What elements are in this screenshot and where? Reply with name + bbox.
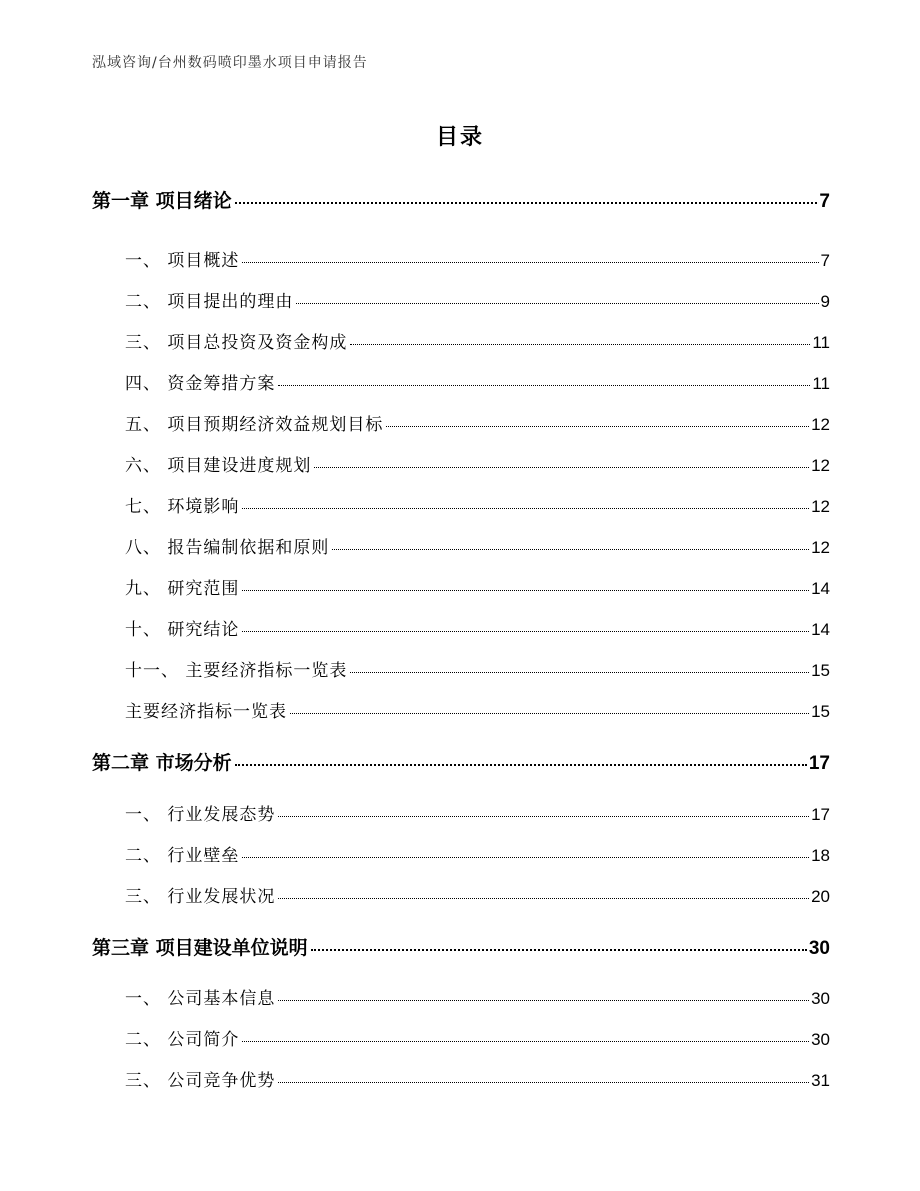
toc-entry-label: 三、 公司竞争优势	[125, 1071, 276, 1091]
toc-entry-page-number: 30	[811, 1030, 830, 1049]
toc-dot-leader	[332, 549, 809, 550]
toc-section-entry[interactable]	[125, 410, 830, 435]
toc-entry-page-number: 20	[811, 887, 830, 906]
toc-dot-leader	[311, 949, 807, 951]
toc-entry-label: 主要经济指标一览表	[125, 702, 287, 722]
toc-dot-leader	[242, 508, 809, 509]
toc-section-entry[interactable]	[125, 697, 830, 722]
toc-entry-label: 七、 环境影响	[125, 497, 240, 517]
toc-entry-page-number: 11	[812, 333, 830, 352]
toc-entry-page-number: 31	[811, 1071, 830, 1090]
toc-dot-leader	[278, 816, 809, 817]
toc-entry-page-number: 18	[811, 846, 830, 865]
toc-dot-leader	[278, 898, 809, 899]
toc-entry-page-number: 12	[811, 497, 830, 516]
page-header: 泓域咨询/台州数码喷印墨水项目申请报告	[92, 55, 368, 71]
toc-dot-leader	[278, 1082, 809, 1083]
toc-section-entry[interactable]	[125, 492, 830, 517]
toc-entry-label: 八、 报告编制依据和原则	[125, 538, 330, 558]
toc-entry-label: 一、 行业发展态势	[125, 805, 276, 825]
toc-dot-leader	[296, 303, 818, 304]
toc-entry-page-number: 17	[811, 805, 830, 824]
toc-section-entry[interactable]	[125, 369, 830, 394]
toc-entry-label: 第一章 项目绪论	[92, 190, 232, 212]
toc-dot-leader	[278, 385, 810, 386]
toc-entry-label: 十一、 主要经济指标一览表	[125, 661, 348, 681]
toc-title: 目录	[435, 125, 484, 150]
toc-dot-leader	[314, 467, 809, 468]
toc-entry-label: 第三章 项目建设单位说明	[92, 937, 308, 959]
toc-entry-page-number: 30	[808, 938, 830, 959]
toc-chapter-entry[interactable]	[92, 748, 830, 775]
toc-dot-leader	[350, 672, 809, 673]
toc-dot-leader	[242, 262, 818, 263]
toc-entry-page-number: 14	[811, 620, 830, 639]
toc-dot-leader	[278, 1000, 809, 1001]
toc-section-entry[interactable]	[125, 984, 830, 1009]
toc-entry-label: 四、 资金筹措方案	[125, 374, 276, 394]
toc-section-entry[interactable]	[125, 841, 830, 866]
toc-entry-label: 二、 公司简介	[125, 1030, 240, 1050]
toc-section-entry[interactable]	[125, 1025, 830, 1050]
toc-section-entry[interactable]	[125, 287, 830, 312]
toc-section-entry[interactable]	[125, 246, 830, 271]
toc-entry-page-number: 7	[819, 191, 830, 212]
toc-dot-leader	[235, 764, 807, 766]
toc-entry-label: 二、 项目提出的理由	[125, 292, 294, 312]
toc-dot-leader	[386, 426, 809, 427]
toc-entry-label: 三、 项目总投资及资金构成	[125, 333, 348, 353]
toc-entry-page-number: 11	[812, 374, 830, 393]
toc-entry-page-number: 7	[820, 251, 830, 270]
toc-entry-label: 六、 项目建设进度规划	[125, 456, 312, 476]
toc-dot-leader	[242, 1041, 809, 1042]
toc-entry-label: 二、 行业壁垒	[125, 846, 240, 866]
toc-entry-page-number: 17	[808, 753, 830, 774]
toc-entry-page-number: 14	[811, 579, 830, 598]
toc-entry-page-number: 12	[811, 415, 830, 434]
toc-section-entry[interactable]	[125, 574, 830, 599]
toc-entry-page-number: 15	[811, 661, 830, 680]
toc-dot-leader	[235, 202, 818, 204]
toc-entry-page-number: 12	[811, 538, 830, 557]
toc-dot-leader	[242, 857, 809, 858]
toc-entry-label: 一、 项目概述	[125, 251, 240, 271]
toc-dot-leader	[242, 631, 809, 632]
toc-entry-page-number: 15	[811, 702, 830, 721]
toc-dot-leader	[350, 344, 810, 345]
toc-section-entry[interactable]	[125, 800, 830, 825]
toc-section-entry[interactable]	[125, 656, 830, 681]
toc-entry-label: 十、 研究结论	[125, 620, 240, 640]
toc-dot-leader	[242, 590, 809, 591]
toc-section-entry[interactable]	[125, 615, 830, 640]
toc-entry-label: 九、 研究范围	[125, 579, 240, 599]
toc-entry-page-number: 9	[820, 292, 830, 311]
toc-entry-label: 一、 公司基本信息	[125, 989, 276, 1009]
toc-entry-page-number: 12	[811, 456, 830, 475]
toc-section-entry[interactable]	[125, 451, 830, 476]
toc-chapter-entry[interactable]	[92, 933, 830, 960]
toc-entry-label: 第二章 市场分析	[92, 752, 232, 774]
toc-entry-label: 五、 项目预期经济效益规划目标	[125, 415, 384, 435]
toc-dot-leader	[290, 713, 809, 714]
toc-section-entry[interactable]	[125, 533, 830, 558]
toc-entry-label: 三、 行业发展状况	[125, 887, 276, 907]
toc-section-entry[interactable]	[125, 328, 830, 353]
toc-section-entry[interactable]	[125, 1066, 830, 1091]
toc-section-entry[interactable]	[125, 882, 830, 907]
toc-chapter-entry[interactable]	[92, 186, 830, 213]
toc-entry-page-number: 30	[811, 989, 830, 1008]
